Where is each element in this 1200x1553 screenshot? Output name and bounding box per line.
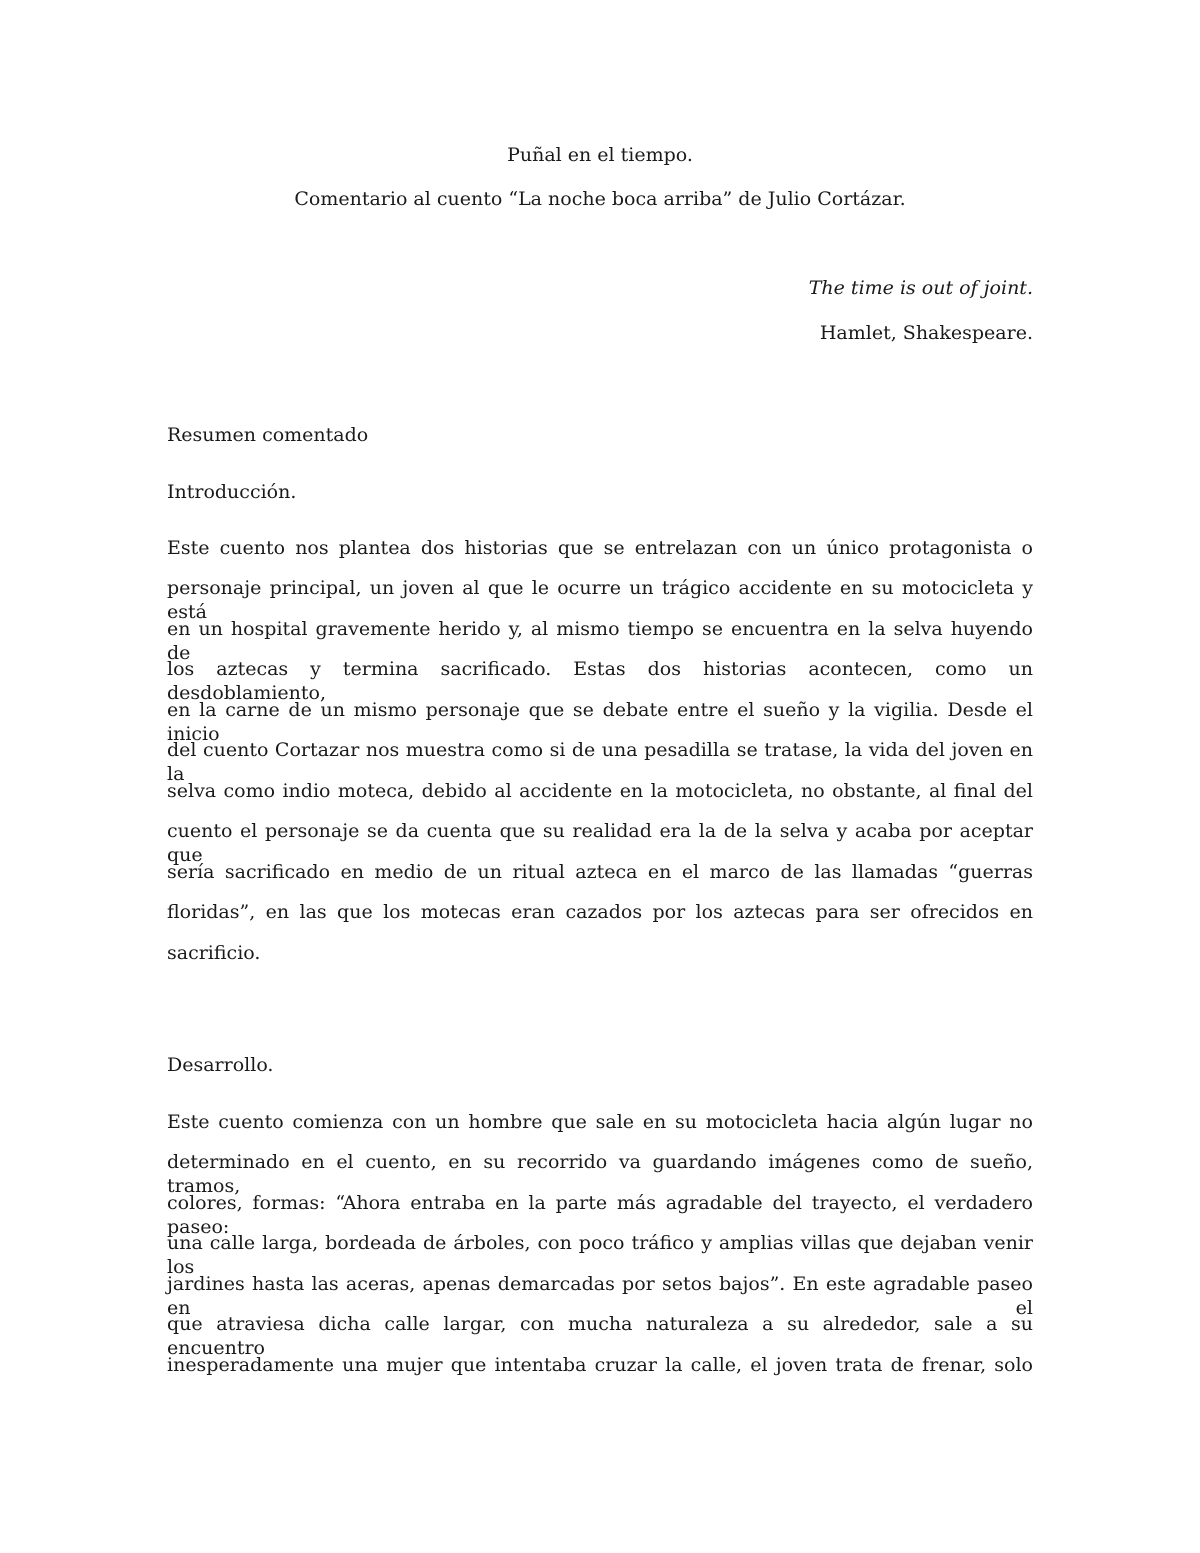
- introduction-heading: Introducción.: [167, 481, 297, 503]
- paragraph-line: determinado en el cuento, en su recorrido va guardando imágenes como de sueño, tramos,: [167, 1151, 1033, 1197]
- epigraph-quote: The time is out of joint.: [808, 277, 1033, 299]
- paragraph-line: selva como indio moteca, debido al accidente en la motocicleta, no obstante, al final del: [167, 780, 1033, 802]
- paragraph-line: Este cuento comienza con un hombre que sale en su motocicleta hacia algún lugar no: [167, 1111, 1033, 1133]
- paragraph-line: personaje principal, un joven al que le ocurre un trágico accidente en su motocicleta y está: [167, 577, 1033, 623]
- document-subtitle: Comentario al cuento “La noche boca arriba” de Julio Cortázar.: [294, 188, 906, 210]
- paragraph-line: jardines hasta las aceras, apenas demarcadas por setos bajos”. En este agradable paseo en el: [167, 1273, 1033, 1319]
- paragraph-line: Este cuento nos plantea dos historias que se entrelazan con un único protagonista o: [167, 537, 1033, 559]
- paragraph-line: inesperadamente una mujer que intentaba cruzar la calle, el joven trata de frenar, solo: [167, 1354, 1033, 1376]
- paragraph-last-line: sacrificio.: [167, 942, 261, 964]
- document-title: Puñal en el tiempo.: [507, 144, 693, 166]
- paragraph-line: una calle larga, bordeada de árboles, con poco tráfico y amplias villas que dejaban venir los: [167, 1232, 1033, 1278]
- paragraph-line: sería sacrificado en medio de un ritual azteca en el marco de las llamadas “guerras: [167, 861, 1033, 883]
- paragraph-line: en la carne de un mismo personaje que se debate entre el sueño y la vigilia. Desde el inicio: [167, 699, 1033, 745]
- development-heading: Desarrollo.: [167, 1054, 274, 1076]
- paragraph-line: que atraviesa dicha calle largar, con mucha naturaleza a su alrededor, sale a su encuentro: [167, 1313, 1033, 1359]
- paragraph-line: los aztecas y termina sacrificado. Estas dos historias acontecen, como un desdoblamiento,: [167, 658, 1033, 704]
- paragraph-line: en un hospital gravemente herido y, al mismo tiempo se encuentra en la selva huyendo de: [167, 618, 1033, 664]
- section-heading: Resumen comentado: [167, 424, 369, 446]
- paragraph-line: floridas”, en las que los motecas eran cazados por los aztecas para ser ofrecidos en: [167, 901, 1033, 923]
- paragraph-line: cuento el personaje se da cuenta que su realidad era la de la selva y acaba por aceptar que: [167, 820, 1033, 866]
- epigraph-attribution: Hamlet, Shakespeare.: [819, 322, 1033, 344]
- paragraph-line: colores, formas: “Ahora entraba en la parte más agradable del trayecto, el verdadero paseo:: [167, 1192, 1033, 1238]
- paragraph-line: del cuento Cortazar nos muestra como si de una pesadilla se tratase, la vida del joven en la: [167, 739, 1033, 785]
